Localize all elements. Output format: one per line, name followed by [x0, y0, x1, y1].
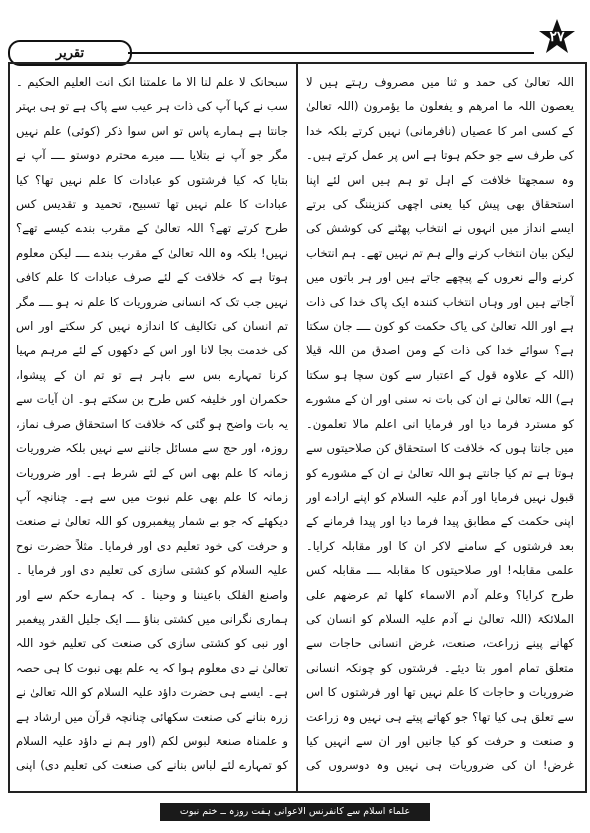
page-number: ۲۷ [549, 29, 565, 45]
footer-strip [160, 803, 430, 821]
header-rule [128, 52, 534, 54]
right-column-text: اللہ تعالیٰ کی حمد و ثنا میں مصروف رہتے ہیں لا یعصون اللہ ما امرھم و یفعلون ما یؤمرون (اللہ تعالیٰ کے کسی امر کا عصیاں (نافرمانی) نہیں کرتے بلکہ خدا کی طرف سے جو حکم ہوتا ہے اس پر عمل کرتے ہیں۔ وہ سمجھتا خلافت کے اہل تو ہم ہیں اس لئے اپنا استحقاق بھی پیش کیا یعنی اچھی کنزیننگ کی برتے ایسے انداز میں انہوں نے انتخاب پھٹنے کی کوشش کی لیکن بیان انتخاب کرنے والے ہم تم نہیں تھے۔ ہم انتخاب کرنے والے نعروں کے پیچھے جاتے ہیں اور ہر باتوں میں آجاتے ہیں اور وہاں انتخاب کنندہ ایک پاک خدا کی ذات ہے اور اللہ تعالیٰ کی یاک حکمت کو کون ــــ جان سکتا ہے؟ سوائے خدا کی ذات کے ومن اصدق من اللہ قیلا (اللہ کے علاوہ قول کے اعتبار سے کون سچا ہو سکتا ہے) اللہ تعالیٰ نے ان کی بات نہ سنی اور ان کے مشورے کو مسترد فرما دیا اور فرمایا انی اعلم مالا تعلمون۔ میں جانتا ہوں کہ خلافت کا استحقاق کن صلاحیتوں سے ہوتا ہے تم کیا جانتے ہو اللہ تعالیٰ نے ان کے مشورے کو قبول نہیں فرمایا اور آدم علیہ السلام کو اپنے ارادے اور اپنی حکمت کے مطابق پیدا فرما دیا اور پیدا فرمانے کے بعد فرشتوں کے سامنے لاکر ان کا اور مقابلہ کرایا۔ علمی مقابلہ! اور صلاحیتوں کا مقابلہ ــــ مقابلہ کس طرح کرایا؟ وعلم آدم الاسماء کلھا ثم عرضھم علی الملائکۃ (اللہ تعالیٰ نے آدم علیہ السلام کو انسان کی کھانے پینے زراعت، صنعت، غرض انسانی حاجات سے متعلق تمام امور بتا دیئے۔ فرشتوں کو چونکہ انسانی ضروریات و حاجات کا علم نہیں تھا اور فرشتوں کا اس سے تعلق ہی کیا تھا؟ جو کھاتے پیتے ہی نہیں وہ زراعت و صنعت و حرفت کو کیا جانیں اور ان سے انہیں کیا غرض! ان کی ضروریات ہی نہیں وہ دوسروں کی [306, 75, 574, 773]
section-title: تقریر [55, 45, 85, 61]
left-column-text: سبحانک لا علم لنا الا ما علمتنا انک انت العلیم الحکیم ۔ سب نے کہا آپ کی ذات ہر عیب سے پاک ہے تو ہی بہتر جانتا ہے ہمارے پاس تو اس سوا ذکر (کوئی) علم نہیں مگر جو آپ نے بتلایا ــــ میرے محترم دوستو ــــ آپ نے بتایا کہ کیا فرشتوں کو عبادات کا علم نہیں تھا؟ کیا عبادات کا علم نہیں تھا تسبیح، تحمید و تقدیس کس طرح کرتے تھے؟ اللہ تعالیٰ کے مقرب بندے کیسے تھے؟ نہیں! بلکہ وہ اللہ تعالیٰ کے مقرب بندے ــــ لیکن معلوم ہوتا ہے کہ خلافت کے لئے صرف عبادات کا علم کافی نہیں جب تک کہ انسانی ضروریات کا علم نہ ہو ــــ مگر تم انسان کی تکالیف کا اندازہ نہیں کر سکتے اور اس کی خدمت بجا لانا اور اس کے دکھوں کے لئے مرہم مہیا کرنا تمہارے بس سے باہر ہے تو تم ان کے پیشوا، حکمران اور خلیفہ کس طرح بن سکتے ہو۔ ان آیات سے یہ بات واضح ہو گئی کہ خلافت کا استحقاق صرف نماز، روزہ، اور حج سے مسائل جاننے سے نہیں بلکہ ضروریات زمانہ کا علم بھی اس کے لئے شرط ہے۔ اور ضروریات زمانہ کا علم بھی علم نبوت میں سے ہے۔ چنانچہ آپ دیکھئے کہ جو بے شمار پیغمبروں کو اللہ تعالیٰ نے صنعت و حرفت کی خود تعلیم دی اور فرمایا۔ مثلاً حضرت نوح علیہ السلام کو کشتی سازی کی تعلیم دی اور فرمایا ۔ واصنع الفلک باعیننا و وحینا ۔ کہ ہمارے حکم سے اور ہماری نگرانی میں کشتی بناؤ ــــ ایک جلیل القدر پیغمبر اور نبی کو کشتی سازی کی صنعت کی تعلیم خود اللہ تعالیٰ نے دی معلوم ہوا کہ یہ علم بھی نبوت کا ہی حصہ ہے۔ ایسے ہی حضرت داؤد علیہ السلام کو اللہ تعالیٰ نے زرہ بنانے کی صنعت سکھائی چنانچہ قرآن میں ارشاد ہے و علمناہ صنعۃ لبوس لکم (اور ہم نے داؤد علیہ السلام کو تمہارے لئے لباس بنانے کی صنعت کی تعلیم دی) اپنی [16, 75, 288, 773]
page-number-star [538, 18, 576, 56]
column-divider [296, 62, 298, 793]
footer-text: علماء اسلام سے کانفرنس الاعوانی ہفت روزہ ــ ختم نبوت [179, 806, 411, 817]
right-column [306, 70, 574, 782]
left-column [16, 70, 288, 782]
